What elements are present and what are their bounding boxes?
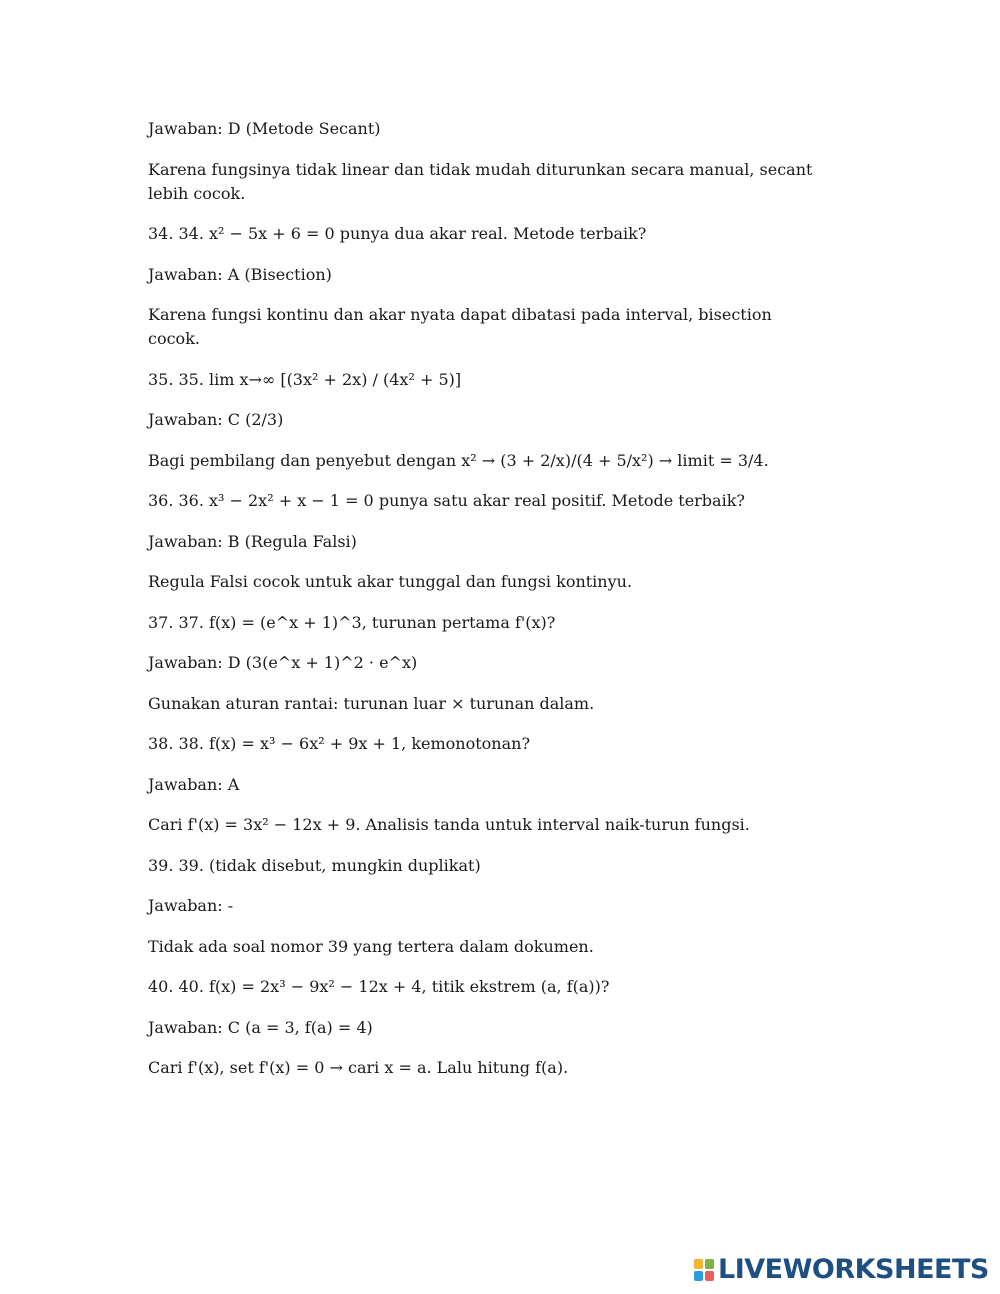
answer-line: Jawaban: C (2/3) [148,410,284,429]
answer-line: Jawaban: B (Regula Falsi) [148,531,357,551]
question-text: 35. lim x→∞ [(3x² + 2x) / (4x² + 5)] [178,369,462,389]
explanation-line: Tidak ada soal nomor 39 yang tertera dalam dokumen. [148,936,594,956]
question-number: 35. [148,369,174,389]
document-body [148,117,828,1097]
logo-text: LIVEWORKSHEETS [718,1254,989,1285]
question-number: 37. [148,612,174,632]
question-item [148,611,828,635]
question-text: 39. (tidak disebut, mungkin duplikat) [178,855,481,875]
logo-mark-tile [694,1271,703,1281]
answer-line: Jawaban: - [148,896,234,915]
logo-mark-tile [705,1259,714,1269]
question-number: 34. [148,224,174,243]
liveworksheets-mark-icon [694,1259,714,1281]
explanation-line: Cari f'(x), set f'(x) = 0 → cari x = a. Lalu hitung f(a). [148,1058,569,1077]
question-text: 38. f(x) = x³ − 6x² + 9x + 1, kemonotonan? [178,734,531,753]
question-item [148,222,828,246]
question-text: 40. f(x) = 2x³ − 9x² − 12x + 4, titik ekstrem (a, f(a))? [178,977,610,996]
answer-line: Jawaban: D (3(e^x + 1)^2 · e^x) [148,653,418,672]
answer-line: Jawaban: C (a = 3, f(a) = 4) [148,1017,373,1037]
answer-line: Jawaban: D (Metode Secant) [148,119,381,138]
question-text: 34. x² − 5x + 6 = 0 punya dua akar real. Metode terbaik? [178,224,647,243]
question-item [148,489,828,513]
explanation-line: Cari f'(x) = 3x² − 12x + 9. Analisis tanda untuk interval naik-turun fungsi. [148,815,750,834]
logo-mark-tile [705,1271,714,1281]
logo-mark-tile [694,1259,703,1269]
question-item [148,368,828,392]
question-text: 37. f(x) = (e^x + 1)^3, turunan pertama f'(x)? [178,612,556,632]
explanation-line: Karena fungsi kontinu dan akar nyata dapat dibatasi pada interval, bisection cocok. [148,305,772,348]
question-item [148,975,828,999]
explanation-line: Regula Falsi cocok untuk akar tunggal dan fungsi kontinyu. [148,572,633,591]
answer-line: Jawaban: A [148,774,240,794]
explanation-line: Gunakan aturan rantai: turunan luar × turunan dalam. [148,693,595,713]
answer-line: Jawaban: A (Bisection) [148,264,332,284]
liveworksheets-logo [694,1256,989,1284]
question-item [148,854,828,878]
explanation-line: Bagi pembilang dan penyebut dengan x² → (3 + 2/x)/(4 + 5/x²) → limit = 3/4. [148,450,769,470]
question-number: 38. [148,734,174,753]
question-item [148,732,828,756]
question-number: 40. [148,977,174,996]
question-text: 36. x³ − 2x² + x − 1 = 0 punya satu akar real positif. Metode terbaik? [178,491,745,510]
question-number: 36. [148,491,174,510]
question-number: 39. [148,855,174,875]
explanation-line: Karena fungsinya tidak linear dan tidak mudah diturunkan secara manual, secant lebih cocok. [148,159,813,203]
